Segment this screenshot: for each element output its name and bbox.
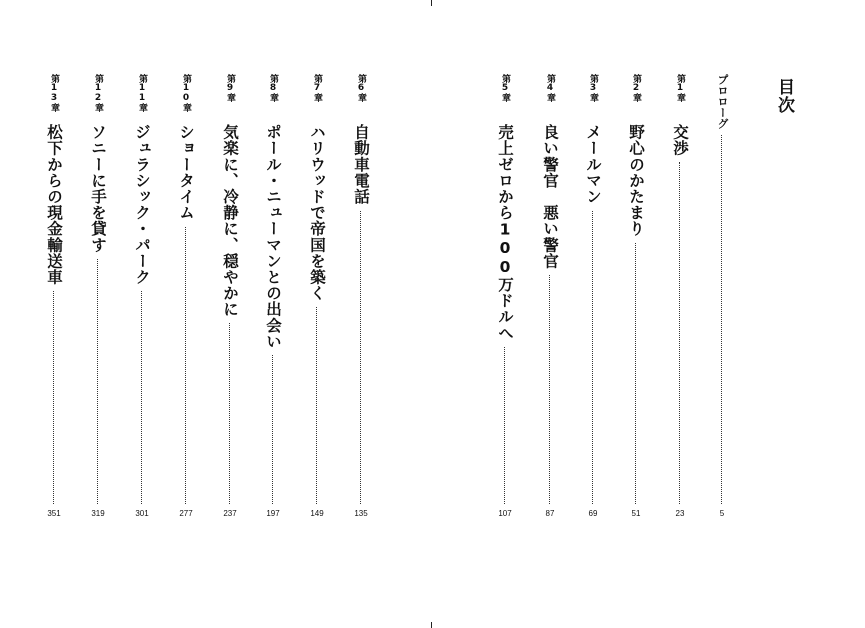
chapter-number: 第9章 (225, 74, 235, 102)
dot-leader (97, 259, 98, 504)
dot-leader (316, 307, 317, 504)
chapter-title: ジュラシック・パーク (133, 124, 151, 285)
chapter-title: メールマン (584, 124, 602, 205)
toc-entry[interactable] (176, 74, 196, 524)
dot-leader (272, 355, 273, 504)
page-number: 69 (588, 509, 598, 518)
toc-entry[interactable] (263, 74, 283, 524)
chapter-number: 第8章 (268, 74, 278, 102)
chapter-title: ポール・ニューマンとの出会い (264, 124, 282, 350)
toc-entry[interactable] (626, 74, 646, 524)
toc-title: 目次 (774, 78, 794, 114)
chapter-title: 良い警官 悪い警官 (541, 124, 559, 269)
page-number: 107 (498, 509, 512, 518)
chapter-number: 第13章 (49, 74, 59, 112)
page-number: 277 (179, 509, 193, 518)
dot-leader (549, 275, 550, 504)
page-number: 135 (354, 509, 368, 518)
crop-mark-bottom (431, 622, 432, 628)
chapter-title: ハリウッドで帝国を築く (308, 124, 326, 302)
chapter-number: 第7章 (312, 74, 322, 102)
dot-leader (679, 162, 680, 504)
page-number: 23 (675, 509, 685, 518)
page-number: 51 (631, 509, 641, 518)
toc-entry[interactable] (670, 74, 690, 524)
dot-leader (141, 291, 142, 504)
chapter-title: 交渉 (671, 124, 689, 157)
chapter-number: 第1章 (675, 74, 685, 102)
chapter-title: 気楽に、冷静に、穏やかに (221, 124, 239, 318)
toc-entry[interactable] (351, 74, 371, 524)
dot-leader (721, 135, 722, 504)
crop-mark-top (431, 0, 432, 6)
page-number: 5 (719, 509, 725, 518)
chapter-title: 松下からの現金輸送車 (45, 124, 63, 285)
chapter-title: プロローグ (716, 74, 729, 129)
chapter-number: 第11章 (137, 74, 147, 112)
dot-leader (229, 323, 230, 504)
dot-leader (504, 347, 505, 504)
page-number: 319 (91, 509, 105, 518)
chapter-number: 第5章 (500, 74, 510, 102)
toc-entry[interactable] (44, 74, 64, 524)
page-number: 301 (135, 509, 149, 518)
chapter-number: 第10章 (181, 74, 191, 112)
chapter-number: 第2章 (631, 74, 641, 102)
page-number: 197 (266, 509, 280, 518)
chapter-title: ソニーに手を貸す (89, 124, 107, 253)
chapter-title: ショータイム (177, 124, 195, 221)
chapter-number: 第4章 (545, 74, 555, 102)
chapter-title: 野心のかたまり (627, 124, 645, 237)
chapter-title: 自動車電話 (352, 124, 370, 205)
toc-entry[interactable] (495, 74, 515, 524)
toc-entry[interactable] (712, 74, 732, 524)
chapter-title: 売上ゼロから100万ドルへ (496, 124, 514, 341)
dot-leader (360, 211, 361, 505)
toc-entry[interactable] (540, 74, 560, 524)
toc-entry[interactable] (88, 74, 108, 524)
toc-entry[interactable] (132, 74, 152, 524)
page-number: 351 (47, 509, 61, 518)
toc-entry[interactable] (583, 74, 603, 524)
toc-entry[interactable] (220, 74, 240, 524)
page-number: 149 (310, 509, 324, 518)
toc-entry[interactable] (307, 74, 327, 524)
dot-leader (53, 291, 54, 504)
dot-leader (592, 211, 593, 505)
dot-leader (185, 227, 186, 504)
chapter-number: 第3章 (588, 74, 598, 102)
chapter-number: 第12章 (93, 74, 103, 112)
dot-leader (635, 243, 636, 504)
page-number: 237 (223, 509, 237, 518)
chapter-number: 第6章 (356, 74, 366, 102)
page-number: 87 (545, 509, 555, 518)
